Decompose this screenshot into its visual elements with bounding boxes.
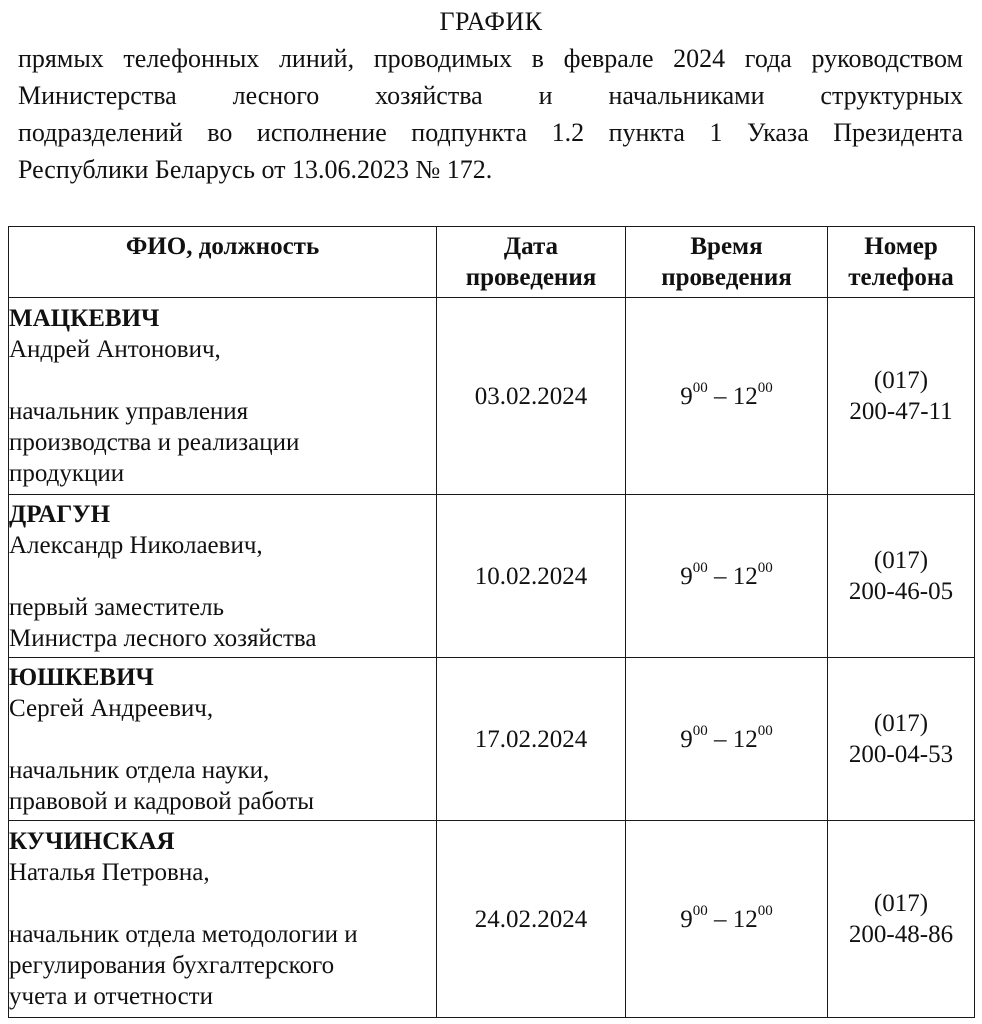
person-given-name: Александр Николаевич, [9,531,263,559]
person-cell [9,821,437,1018]
time-end-hour: 12 [732,562,758,590]
person-given-name: Наталья Петровна, [9,859,210,886]
header-time-line1: Время [690,233,763,260]
person-surname: МАЦКЕВИЧ [9,305,160,332]
time-separator: – [707,562,733,590]
table-header-row [9,227,975,298]
time-start-hour: 9 [680,725,693,753]
person-position-line: правовой и кадровой работы [9,787,315,815]
person-position-line: производства и реализации [9,429,300,456]
document-intro [18,40,963,188]
time-start-min: 00 [692,723,708,740]
person-position-line: начальник отдела методологии и [9,921,358,948]
header-date-line1: Дата [503,233,559,260]
document-title: ГРАФИК [439,7,543,36]
date-cell [437,658,626,821]
time-cell [626,298,828,495]
person-given-name: Андрей Антонович, [9,336,221,363]
time-separator: – [707,382,733,410]
person-position-line: регулирования бухгалтерского [9,952,335,979]
date-cell [437,821,626,1018]
time-start-hour: 9 [680,382,693,410]
person-cell [9,658,437,821]
time-end-min: 00 [757,380,773,397]
date-value: 10.02.2024 [474,562,588,590]
person-position-line: учета и отчетности [9,983,213,1010]
time-end-hour: 12 [732,382,758,410]
time-start-min: 00 [692,560,708,577]
spacer [9,365,436,396]
person-position-line: начальник управления [9,398,249,425]
date-cell [437,495,626,658]
time-cell [626,658,828,821]
table-row [9,495,975,658]
time-start-min: 00 [692,380,708,397]
header-date [437,227,626,298]
time-end-min: 00 [757,560,773,577]
phone-code: (017) [873,890,929,917]
time-cell [626,821,828,1018]
date-cell [437,298,626,495]
phone-code: (017) [873,367,929,394]
time-end-min: 00 [757,723,773,740]
date-value: 03.02.2024 [474,382,588,410]
intro-line: Республики Беларусь от 13.06.2023 № 172. [18,155,493,184]
phone-code: (017) [873,710,929,737]
header-phone [828,227,975,298]
header-date-line2: проведения [465,264,597,291]
person-cell [9,495,437,658]
phone-code: (017) [873,547,929,574]
person-cell [9,298,437,495]
intro-line: подразделений во исполнение подпункта 1.2 пункта 1 Указа Президента [18,118,963,147]
header-time [626,227,828,298]
phone-number: 200-47-11 [849,398,953,425]
header-time-line2: проведения [661,264,792,291]
phone-cell [828,298,975,495]
phone-number: 200-48-86 [848,921,954,948]
person-surname: ЮШКЕВИЧ [9,663,154,691]
time-start-hour: 9 [680,562,693,590]
spacer [9,888,436,919]
person-position-line: продукции [9,460,125,487]
phone-cell [828,658,975,821]
schedule-table [8,226,975,1018]
time-separator: – [707,905,733,933]
header-name-position-label: ФИО, должность [125,233,320,260]
phone-cell [828,495,975,658]
spacer [9,561,436,592]
phone-number: 200-46-05 [848,578,954,605]
table-row [9,821,975,1018]
date-value: 17.02.2024 [474,725,588,753]
person-surname: ДРАГУН [9,500,111,528]
time-separator: – [707,725,733,753]
phone-cell [828,821,975,1018]
table-row [9,298,975,495]
table-row [9,658,975,821]
header-name-position [9,227,437,298]
person-position-line: первый заместитель [9,593,225,621]
person-position-line: начальник отдела науки, [9,756,270,784]
header-phone-line1: Номер [864,233,938,260]
person-surname: КУЧИНСКАЯ [9,828,175,855]
time-end-min: 00 [757,903,773,920]
intro-line: Министерства лесного хозяйства и начальниками структурных [18,81,963,110]
time-cell [626,495,828,658]
date-value: 24.02.2024 [474,905,588,933]
intro-line: прямых телефонных линий, проводимых в феврале 2024 года руководством [18,44,963,73]
person-given-name: Сергей Андреевич, [9,694,214,722]
time-start-min: 00 [692,903,708,920]
spacer [9,724,436,755]
time-start-hour: 9 [680,905,693,933]
time-end-hour: 12 [732,905,758,933]
phone-number: 200-04-53 [848,741,954,768]
time-end-hour: 12 [732,725,758,753]
person-position-line: Министра лесного хозяйства [9,624,317,652]
header-phone-line2: телефона [848,264,954,291]
